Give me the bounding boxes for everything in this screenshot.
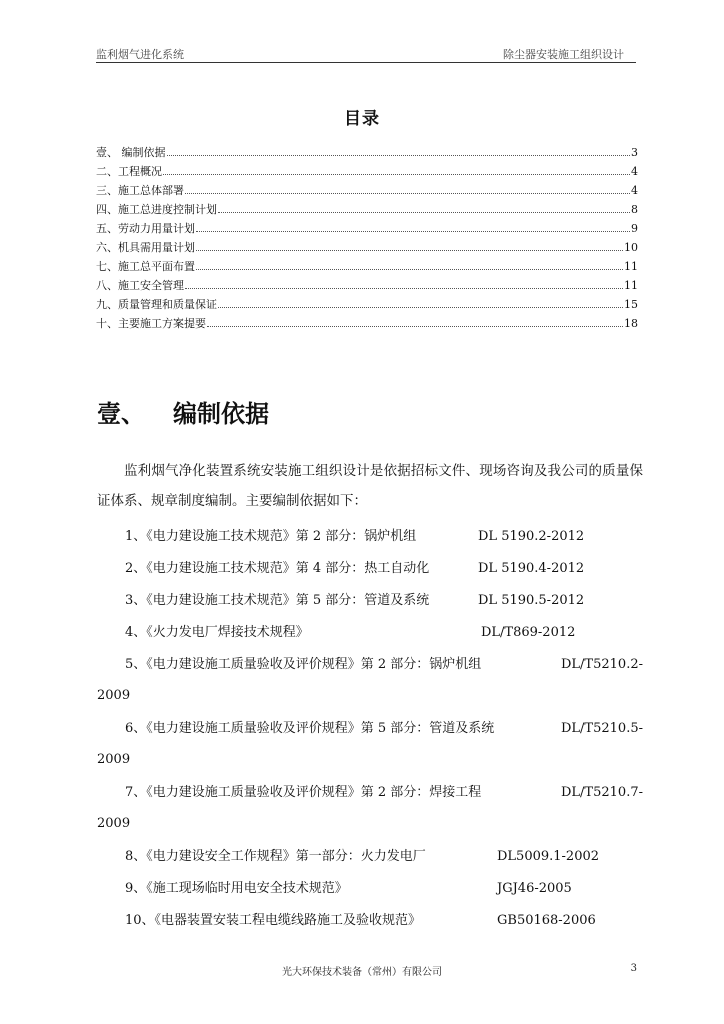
reference-item	[97, 652, 643, 716]
toc-item-label: 七、施工总平面布置	[96, 260, 195, 273]
toc-item[interactable]	[96, 182, 638, 201]
toc-item-page: 18	[624, 317, 638, 330]
toc-item-label: 二、工程概况	[96, 165, 162, 178]
reference-code: DL5009.1-2002	[497, 849, 600, 864]
reference-code: GB50168-2006	[497, 913, 596, 928]
toc-leader	[207, 326, 623, 327]
section-heading	[97, 394, 269, 429]
reference-item	[97, 556, 643, 588]
toc-leader	[163, 174, 630, 175]
reference-code-continuation: 2009	[97, 688, 131, 703]
reference-item	[97, 780, 643, 844]
toc-item[interactable]	[96, 144, 638, 163]
toc-leader	[196, 269, 623, 270]
toc-item-label: 三、施工总体部署	[96, 184, 184, 197]
section-body	[97, 456, 643, 516]
toc-item[interactable]	[96, 258, 638, 277]
section-title: 编制依据	[173, 400, 269, 428]
section-number: 壹、	[97, 400, 145, 428]
reference-code: DL 5190.5-2012	[478, 593, 585, 608]
toc-leader	[185, 193, 630, 194]
intro-paragraph: 监利烟气净化装置系统安装施工组织设计是依据招标文件、现场咨询及我公司的质量保证体系、规章制度编制。主要编制依据如下：	[97, 463, 643, 509]
reference-title: 10、《电器装置安装工程电缆线路施工及验收规范》	[125, 913, 422, 928]
reference-item	[97, 844, 643, 876]
reference-code: DL/T5210.7-	[561, 785, 643, 800]
toc-item-label: 四、施工总进度控制计划	[96, 203, 217, 216]
reference-title: 9、《施工现场临时用电安全技术规范》	[125, 881, 348, 896]
reference-title: 1、《电力建设施工技术规范》第 2 部分：锅炉机组	[125, 529, 417, 544]
reference-code: DL/T869-2012	[481, 625, 576, 640]
toc-item-page: 9	[631, 222, 638, 235]
reference-code: JGJ46-2005	[497, 881, 572, 896]
reference-item	[97, 908, 643, 940]
reference-code: DL/T5210.2-	[561, 657, 643, 672]
reference-title: 5、《电力建设施工质量验收及评价规程》第 2 部分：锅炉机组	[125, 657, 482, 672]
toc-leader	[196, 231, 630, 232]
reference-item	[97, 588, 643, 620]
toc-item-label: 六、机具需用量计划	[96, 241, 195, 254]
reference-item	[97, 620, 643, 652]
toc-item-page: 4	[631, 184, 638, 197]
reference-code: DL/T5210.5-	[561, 721, 643, 736]
toc-item-page: 15	[624, 298, 638, 311]
reference-code: DL 5190.4-2012	[478, 561, 585, 576]
toc-item-page: 10	[624, 241, 638, 254]
page-number: 3	[630, 963, 637, 974]
toc-leader	[167, 155, 631, 156]
reference-code: DL 5190.2-2012	[478, 529, 585, 544]
toc-leader	[218, 212, 630, 213]
reference-title: 7、《电力建设施工质量验收及评价规程》第 2 部分：焊接工程	[125, 785, 482, 800]
reference-item	[97, 876, 643, 908]
toc-item-label: 九、质量管理和质量保证	[96, 298, 217, 311]
toc-item-page: 4	[631, 165, 638, 178]
toc-item-page: 11	[624, 279, 638, 292]
table-of-contents	[96, 144, 638, 334]
footer-company: 光大环保技术装备（常州）有限公司	[282, 967, 442, 978]
reference-title: 6、《电力建设施工质量验收及评价规程》第 5 部分：管道及系统	[125, 721, 495, 736]
reference-code-continuation: 2009	[97, 816, 131, 831]
reference-title: 2、《电力建设施工技术规范》第 4 部分：热工自动化	[125, 561, 430, 576]
toc-title: 目录	[344, 109, 380, 129]
page-header	[96, 46, 636, 63]
toc-leader	[185, 288, 623, 289]
toc-item-label: 五、劳动力用量计划	[96, 222, 195, 235]
reference-code-continuation: 2009	[97, 752, 131, 767]
reference-item	[97, 716, 643, 780]
toc-leader	[196, 250, 623, 251]
toc-item[interactable]	[96, 277, 638, 296]
reference-title: 8、《电力建设安全工作规程》第一部分：火力发电厂	[125, 849, 426, 864]
reference-list	[97, 524, 643, 940]
toc-leader	[218, 307, 623, 308]
toc-item-label: 十、主要施工方案提要	[96, 317, 206, 330]
reference-title: 4、《火力发电厂焊接技术规程》	[125, 625, 309, 640]
toc-item-page: 3	[631, 146, 638, 159]
reference-title: 3、《电力建设施工技术规范》第 5 部分：管道及系统	[125, 593, 430, 608]
toc-item[interactable]	[96, 163, 638, 182]
toc-item-label: 壹、 编制依据	[96, 146, 166, 159]
toc-item[interactable]	[96, 201, 638, 220]
toc-item[interactable]	[96, 239, 638, 258]
toc-item[interactable]	[96, 296, 638, 315]
toc-item-page: 11	[624, 260, 638, 273]
toc-item[interactable]	[96, 220, 638, 239]
header-document-title: 除尘器安装施工组织设计	[503, 48, 624, 61]
header-project-name: 监利烟气进化系统	[96, 48, 184, 61]
toc-item-page: 8	[631, 203, 638, 216]
reference-item	[97, 524, 643, 556]
toc-item-label: 八、施工安全管理	[96, 279, 184, 292]
toc-item[interactable]	[96, 315, 638, 334]
